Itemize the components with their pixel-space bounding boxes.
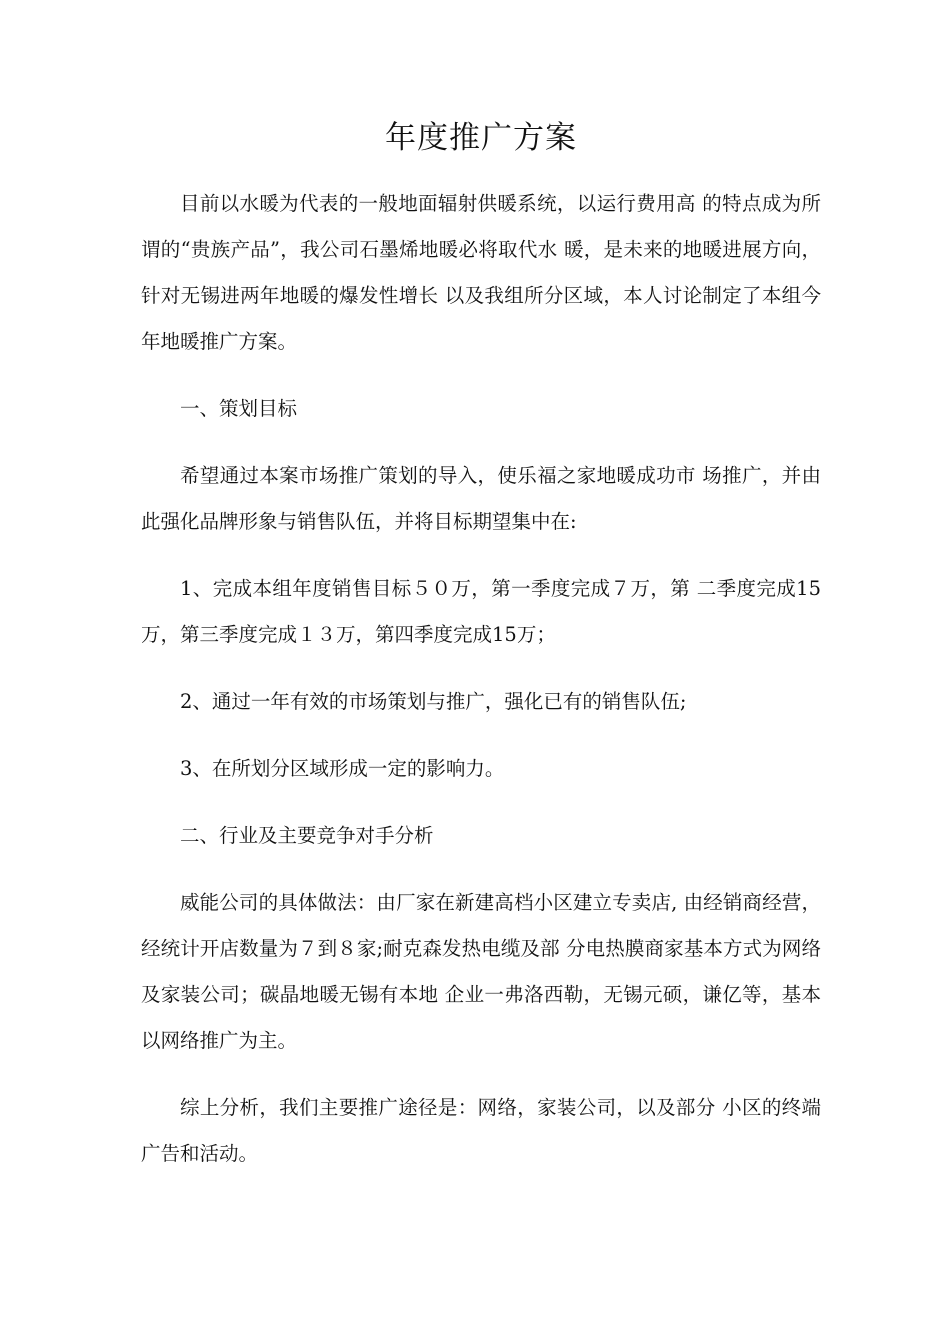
goal-item-2: 2、通过一年有效的市场策划与推广，强化已有的销售队伍; bbox=[180, 690, 687, 713]
goals-paragraph: 希望通过本案市场推广策划的导入，使乐福之家地暖成功市 场推广，并由此强化品牌形象与销售队伍，并将目标期望集中在: bbox=[141, 464, 821, 533]
summary-paragraph: 综上分析，我们主要推广途径是：网络，家装公司，以及部分 小区的终端广告和活动。 bbox=[141, 1096, 821, 1165]
goal-item-1: 1、完成本组年度销售目标５０万，第一季度完成７万，第 二季度完成15万，第三季度完成１３万，第四季度完成15万； bbox=[141, 577, 821, 646]
section-heading-goals: 一、策划目标 bbox=[180, 397, 298, 420]
competition-paragraph: 威能公司的具体做法：由厂家在新建高档小区建立专卖店, 由经销商经营，经统计开店数量为７到８家;耐克森发热电缆及部 分电热膜商家基本方式为网络及家装公司；碳晶地暖无锡有本地 企业一弗洛西勒，无锡元硕，谦亿等，基本以网络推广为主。 bbox=[141, 891, 821, 1052]
intro-paragraph: 目前以水暖为代表的一般地面辐射供暖系统，以运行费用高 的特点成为所谓的“贵族产品”，我公司石墨烯地暖必将取代水 暖，是未来的地暖进展方向，针对无锡进两年地暖的爆发性增长 以及我组所分区域，本人讨论制定了本组今年地暖推广方案。 bbox=[141, 192, 821, 353]
document-title: 年度推广方案 bbox=[385, 120, 577, 156]
goal-item-3: 3、在所划分区域形成一定的影响力。 bbox=[180, 757, 505, 780]
document-page bbox=[141, 112, 821, 1198]
section-heading-competition: 二、行业及主要竞争对手分析 bbox=[180, 824, 434, 847]
